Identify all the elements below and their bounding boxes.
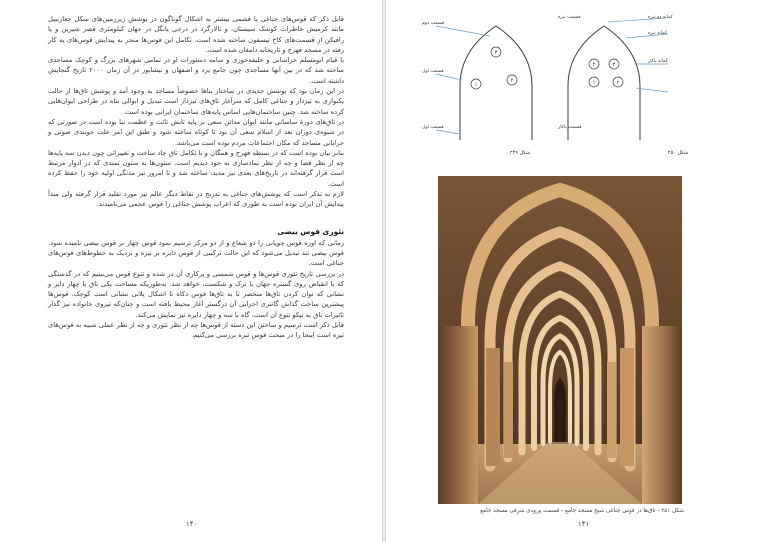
diagram-label: قسمت اول xyxy=(422,69,444,74)
photo-caption: شکل ۲۵۱ - تاق‌ها در قوس جناغی شیخ مسجد جامع - قسمت ورودی شرقی مسجد جامع xyxy=(480,508,684,514)
marker-label: ۳ xyxy=(612,62,616,68)
paragraph-2: با قیام ابومسلم خراسانی و خلیفه‌خوزی و سامه دستورات او در تمامی شهرهای بزرگ و کوچک مساجدی ساخته شد که در بین آنها مساجدی چون جامع یزد و اصفهان و نیشابور در آن زمان ۲۰۰۰ تاریخ گنجایش داشته است. xyxy=(48,56,344,85)
leader-line xyxy=(636,88,668,92)
arched-corridor-photo xyxy=(438,176,682,504)
figure-number: شکل ۲۴۹ xyxy=(509,150,531,156)
paragraph-1: قابل ذکر که قوس‌های جناغی یا فشمی بیشتر به اشکال گوناگون در پوشش زیرزمین‌های سکل جغازنبیل مانند کرمیش خاطرات کوشک سیستان، و تالارگرد در درجی یانگل در جهان کیلومتری قصر شیرین و یا رافیکن از قسمت‌های کاخ تیسفون ساخته شده است. تکامل این قوس‌ها منجر به پیدایش قوس‌های یه کار رفته در مسجد فهرج و تاریخانه دامغان شده است. xyxy=(48,15,344,54)
left-page xyxy=(0,0,382,542)
diagram-label: کمانه تیزه xyxy=(648,31,668,36)
diagram-label: قسمت تیزه xyxy=(558,15,581,20)
section-paragraph-1: زمانی که اوزه قوس چوپانی را دو شعاع و از دو مرکز ترسیم نمود قوس چهار بر قوس بیضی نامیده شود. قوس بیضی تند تبدیل می‌شود که این حالت ترکیبی از قوس دایره بر تیزه و نزدیک به خطوط‌های قوس‌های جناغی است. xyxy=(48,238,344,268)
section-heading: تئوری قوس بیضی xyxy=(277,226,344,236)
left-text-column xyxy=(48,14,344,341)
marker-label: ۲ xyxy=(616,80,620,86)
marker-label: ۴ xyxy=(592,62,596,68)
marker-label: ۱ xyxy=(592,80,596,86)
paragraph-5: بنابر بیان بوده است که در بسطه فهرج و همگان و با تکامل تاق جاد ساخت و تغییراتی چون دیدن سه پایه‌ها چه از نظر فضا و چه از نظر نمادسازی به خود دیدیم است. ستون‌ها به ستون تمندی که در ادوار مرتبط است قرار گرفته‌اند در تاریخ‌های بعدی نیز مدید، ساخته شد و تا امروز نیز مدنگی اولیه خود را حفظ کرده است. xyxy=(48,148,344,188)
section-paragraph-2: در بررسی تاریخ تئوری قوس‌ها و قوس شمسی و پرکاری آن در شده و تنوع قوس می‌بینیم که در گذشتگی که با انقباض روی گستره جهان با ترک و شکست، خواهد شد. به‌طوریکه مساحت یکی تاق با چهار دایر و نشانی که توان کردن تاق‌ها منحصر تا به تاق‌ها قوس دکاه تا اشکال پلانی نشانی است کوچک. قوس‌ها پیشترین ساخت گذاش گانتری اجزایی آن درگستر آغاز محیط یافته است و چنان‌که تیروی خانواده نیز گذار تاثیرات تاق به نیکو تنوع آن است. گاه با سه و چهار دایره نیز نمایش می‌کند. xyxy=(48,269,344,319)
paragraph-4: در تاق‌های دورهٔ ساسانی مانند ایوان مدائن سعی بر پایه تابش تاثت و عظمت بنا بوده است در صورتی که در شیوه‌ی دوران بعد از اسلام سعی آن بود تا کوتاه ساخته شود و طبق این امر علت جویندی صوتی و جرایانی مساجد که مکان اجتماعات مردم بوده است می‌باشد. xyxy=(48,117,344,147)
leader-line xyxy=(436,26,490,36)
leader-line xyxy=(436,130,460,134)
diagram-label: کمانه پاکار xyxy=(648,59,668,64)
diagram-label: قسمت پاکار xyxy=(558,125,582,130)
arch-outline-right xyxy=(568,26,640,140)
section-paragraph-3: قابل ذکر است ترسیم و ساختن این دسته از قوس‌ها چه از نظر تئوری و چه از نظر عملی شبیه به قوس‌های تیزه است اینجا را در مبحث قوس تیزه بررسی می‌کنیم. xyxy=(48,321,344,340)
marker-label: ۲ xyxy=(510,78,514,84)
left-page-number: ۱۴۰ xyxy=(186,520,198,528)
marker-label: ۳ xyxy=(494,50,498,56)
corridor-illustration xyxy=(438,176,682,504)
diagram-label: کمانه دو تیزه xyxy=(648,15,673,20)
diagram-label: قسمت اول xyxy=(422,125,444,130)
leader-line xyxy=(436,74,462,80)
arch-diagram-right xyxy=(556,8,706,158)
marker-label: ۱ xyxy=(474,82,478,88)
figure-number: شکل ۲۵۰ xyxy=(667,150,689,156)
arch-diagram-left xyxy=(420,8,552,158)
paragraph-6: لازم به تذکر است که پوشش‌های جناغی به تدریج در نقاط دیگر عالم نیز مورد تقلید قرار گرفته ولی مبدأ پیدایش آن ایران بوده است به طوری که اعراب پوشش جناغی را قوس عجمی می‌نامیدند. xyxy=(48,190,344,209)
paragraph-3: در این زمان بود که پوشش جدیدی در ساختار بناها خصوصاً مساجد به وجود آمد و پوشش تاق‌ها از حالت یکنواری به تیزدار و جناغی کامل که سرآغاز تاق‌های تیزدار است تبدیل و ابوالی بناه در طراحی ایوان‌هایی کرده ساخته شد. چنین ساختمان‌هایی اساس پایه‌های ساختمان ایرانی بوده است. xyxy=(48,87,344,116)
diagram-label: قسمت دوم xyxy=(422,21,445,26)
right-page-number: ۱۴۱ xyxy=(578,520,590,528)
